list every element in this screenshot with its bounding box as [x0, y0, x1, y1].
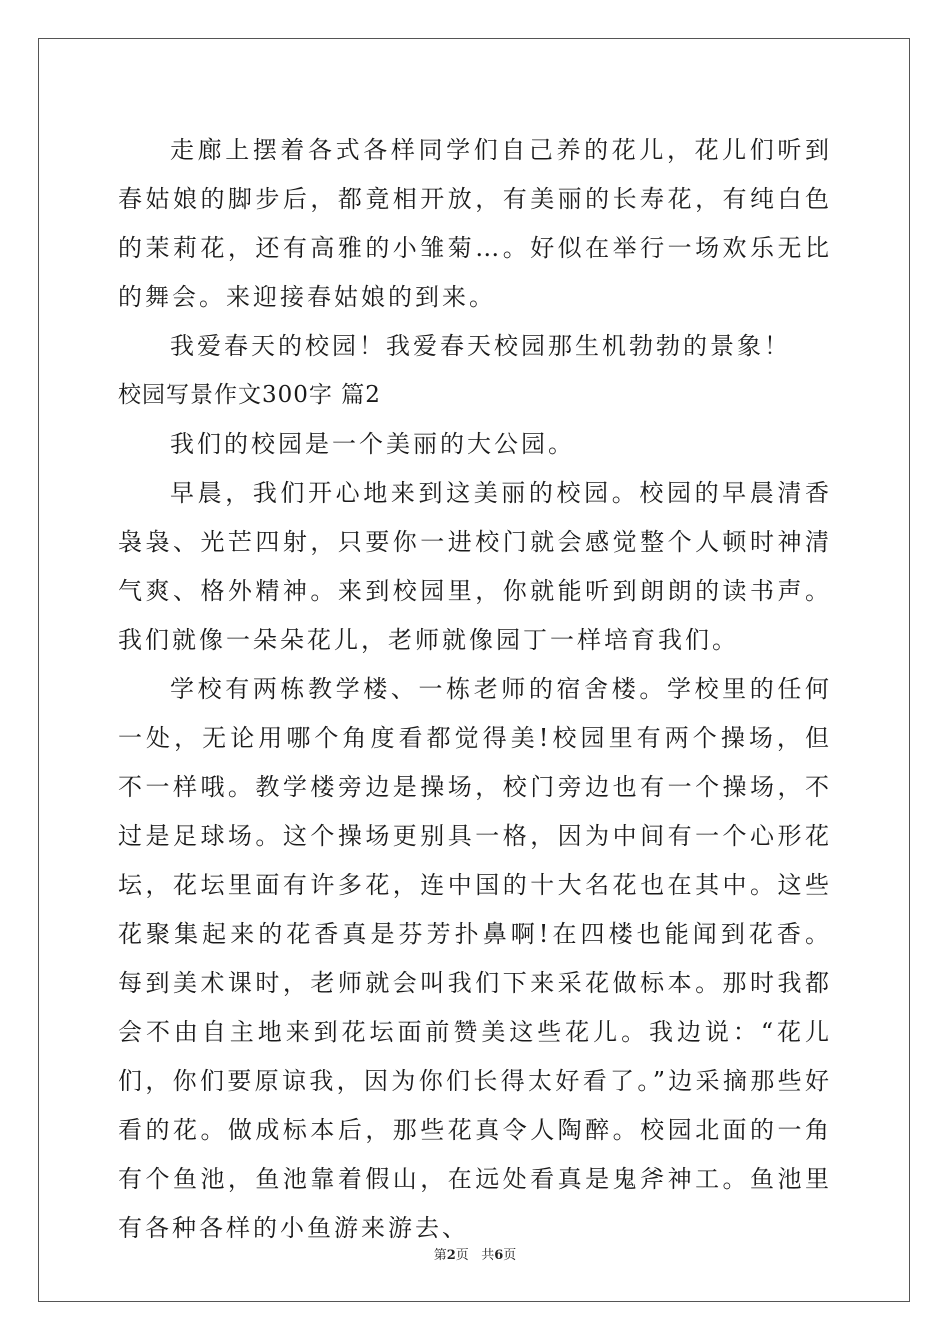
paragraph: 走廊上摆着各式各样同学们自己养的花儿，花儿们听到春姑娘的脚步后，都竟相开放，有美丽的长寿花，有纯白色的茉莉花，还有高雅的小雏菊…。好似在举行一场欢乐无比的舞会。来迎接春姑娘的到来。: [118, 136, 832, 311]
paragraph: 我们的校园是一个美丽的大公园。: [170, 430, 575, 458]
total-suffix: 页: [503, 1248, 517, 1263]
section-heading: 校园写景作文300字 篇2: [118, 382, 381, 408]
page-suffix: 页: [455, 1248, 469, 1263]
page-number: 2: [446, 1248, 456, 1263]
page-footer: [0, 1246, 950, 1266]
total-pages: 6: [494, 1248, 504, 1263]
document-body: [118, 126, 832, 1253]
page-prefix: 第: [433, 1248, 447, 1263]
paragraph: 我爱春天的校园！我爱春天校园那生机勃勃的景象！: [170, 332, 791, 360]
total-prefix: 共: [481, 1248, 495, 1263]
paragraph: 学校有两栋教学楼、一栋老师的宿舍楼。学校里的任何一处，无论用哪个角度看都觉得美!校园里有两个操场，但不一样哦。教学楼旁边是操场，校门旁边也有一个操场，不过是足球场。这个操场更别具一格，因为中间有一个心形花坛，花坛里面有许多花，连中国的十大名花也在其中。这些花聚集起来的花香真是芬芳扑鼻啊!在四楼也能闻到花香。每到美术课时，老师就会叫我们下来采花做标本。那时我都会不由自主地来到花坛面前赞美这些花儿。我边说：“花儿们，你们要原谅我，因为你们长得太好看了。”边采摘那些好看的花。做成标本后，那些花真令人陶醉。校园北面的一角有个鱼池，鱼池靠着假山，在远处看真是鬼斧神工。鱼池里有各种各样的小鱼游来游去、: [118, 675, 832, 1242]
paragraph: 早晨，我们开心地来到这美丽的校园。校园的早晨清香袅袅、光芒四射，只要你一进校门就会感觉整个人顿时神清气爽、格外精神。来到校园里，你就能听到朗朗的读书声。我们就像一朵朵花儿，老师就像园丁一样培育我们。: [118, 479, 832, 654]
